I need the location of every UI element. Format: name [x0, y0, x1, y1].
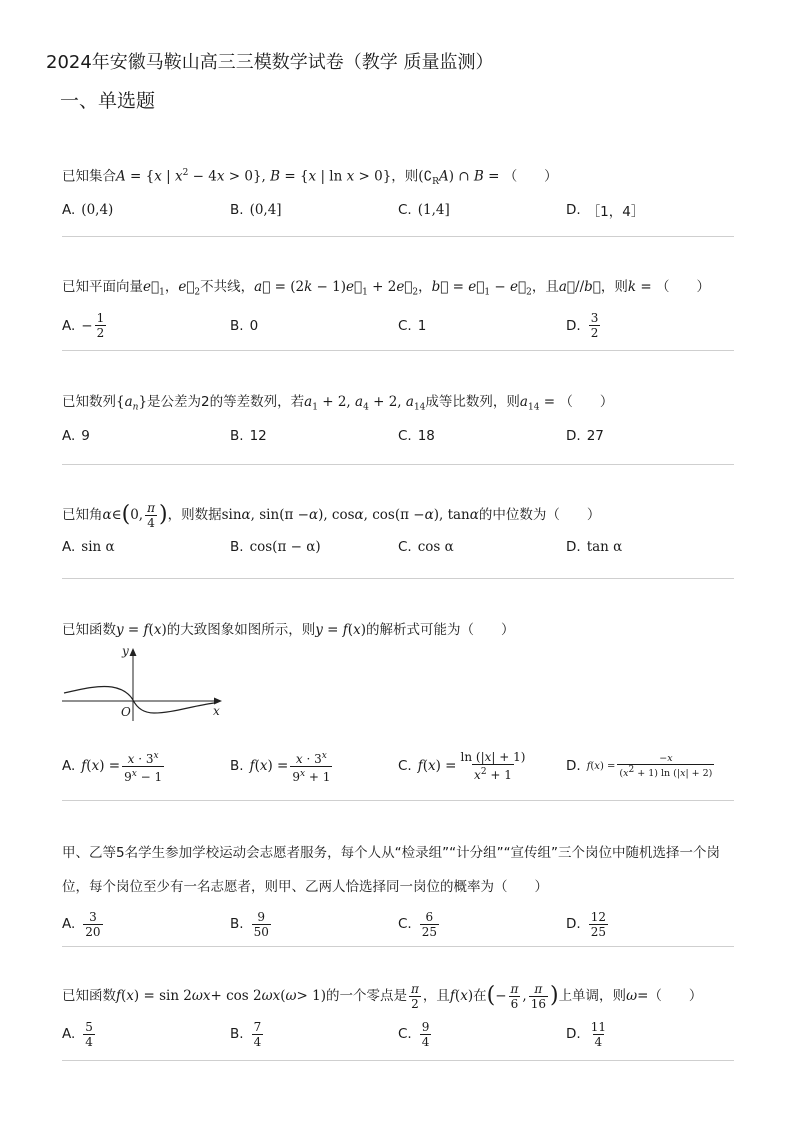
option-c[interactable]: C. $\frac{6}{25}$ [398, 909, 437, 939]
question-6-options [62, 904, 734, 944]
x-axis-label: x [213, 704, 220, 718]
question-2 [62, 276, 734, 346]
question-7-stem: 已知函数 f ( x ) = sin 2 ωx + cos 2 ωx ( ω > 1) 的一个零点是 $\frac{\pi}{2}$ ，且 f ( x ) 在 ( − $\frac{\pi}{6}$ , $\frac{\pi}{16}$ ) 上单调，则 ω = （ ） [62, 981, 703, 1011]
option-a[interactable]: A. $\frac{3}{20}$ [62, 909, 101, 939]
option-d[interactable]: D. $\frac{11}{4}$ [566, 1019, 606, 1049]
option-b[interactable]: B. 0 [230, 317, 259, 334]
option-d[interactable]: D. f(x) = $\frac{-x}{(x^2 + 1) \ln (|x| + 2)}$ [566, 752, 713, 780]
question-5-options [62, 746, 734, 786]
y-axis-arrow-icon [130, 648, 137, 656]
option-b[interactable]: B. cos(π − α) [230, 539, 321, 555]
option-d[interactable]: D. $\frac{3}{2}$ [566, 311, 599, 341]
divider [62, 578, 734, 579]
option-d[interactable]: D. tan α [566, 539, 623, 555]
option-a[interactable]: A. $\frac{5}{4}$ [62, 1019, 93, 1049]
option-d[interactable]: D. ［1，4］ [566, 202, 645, 221]
question-3 [62, 391, 734, 449]
question-4-options [62, 534, 734, 560]
question-1-options [62, 197, 734, 223]
question-1-stem: 已知集合A = {x | $x^2 - 4x > 0$}, B = {x | ln x > 0}，则$(∁_RA)$ ∩ B = （ ） [62, 168, 558, 188]
question-4-stem: 已知角 α ∈ ( 0, $\frac{\pi}{4}$ ) ，则数据 sin α , sin(π − α ), cos α , cos(π − α ), tan α 的中位数为（ ） [62, 500, 601, 530]
option-b[interactable]: B. (0,4] [230, 202, 282, 219]
divider [62, 946, 734, 947]
option-c[interactable]: C. f ( x ) = $\frac{\ln (|x| + 1)}{x^2 + 1}$ [398, 750, 526, 782]
option-a[interactable]: A. − $\frac{1}{2}$ [62, 311, 105, 341]
question-4 [62, 498, 734, 560]
question-7-options [62, 1014, 734, 1054]
option-b[interactable]: B. 12 [230, 427, 267, 444]
option-d[interactable]: D. $\frac{12}{25}$ [566, 909, 606, 939]
divider [62, 1060, 734, 1061]
origin-label: O [121, 705, 131, 719]
option-c[interactable]: C. cos α [398, 539, 454, 555]
question-2-options [62, 306, 734, 346]
question-5 [62, 619, 734, 641]
function-graph [62, 643, 232, 723]
divider [62, 464, 734, 465]
option-c[interactable]: C. 18 [398, 427, 435, 444]
question-6-stem: 甲、乙等5名学生参加学校运动会志愿者服务，每个人从“检录组”“计分组”“宣传组”三个岗位中随机选择一个岗位，每个岗位至少有一名志愿者，则甲、乙两人恰选择同一岗位的概率为（ ） [62, 845, 721, 895]
option-b[interactable]: B. f ( x ) = $\frac{x \cdot 3^x}{9^x + 1}$ [230, 750, 331, 784]
option-a[interactable]: A. (0,4) [62, 202, 114, 219]
divider [62, 236, 734, 237]
question-3-options [62, 423, 734, 449]
question-6 [62, 836, 734, 944]
function-curve [64, 686, 214, 713]
option-c[interactable]: C. (1,4] [398, 202, 450, 219]
divider [62, 350, 734, 351]
option-a[interactable]: A. 9 [62, 427, 90, 444]
question-1 [62, 162, 734, 223]
question-2-stem: 已知平面向量$e⃗_1$，$e⃗_2$不共线，a⃗ = $(2k - 1)e⃗_1$ + $2e⃗_2$，b⃗ = $e⃗_1$ − $e⃗_2$，且a⃗//b⃗，则k = （ ） [62, 279, 710, 298]
y-axis-label: y [122, 644, 129, 658]
option-c[interactable]: C. $\frac{9}{4}$ [398, 1019, 430, 1049]
option-a[interactable]: A. f ( x ) = $\frac{x \cdot 3^x}{9^x - 1}$ [62, 750, 163, 784]
divider [62, 800, 734, 801]
question-7 [62, 978, 734, 1054]
section-title: 一、单选题 [60, 90, 156, 112]
option-b[interactable]: B. $\frac{7}{4}$ [230, 1019, 262, 1049]
option-c[interactable]: C. 1 [398, 317, 427, 334]
option-d[interactable]: D. 27 [566, 427, 604, 444]
question-3-stem: 已知数列$\{a_n\}$是公差为2的等差数列，若$a_1 + 2$, $a_4 + 2$, $a_{14}$成等比数列，则$a_{14}$ = （ ） [62, 394, 614, 413]
option-b[interactable]: B. $\frac{9}{50}$ [230, 909, 269, 939]
page-title: 2024年安徽马鞍山高三三模数学试卷（教学 质量监测） [46, 52, 494, 73]
question-5-stem: 已知函数y = f(x)的大致图象如图所示，则y = f(x)的解析式可能为（ ） [62, 622, 515, 638]
option-a[interactable]: A. sin α [62, 539, 115, 555]
